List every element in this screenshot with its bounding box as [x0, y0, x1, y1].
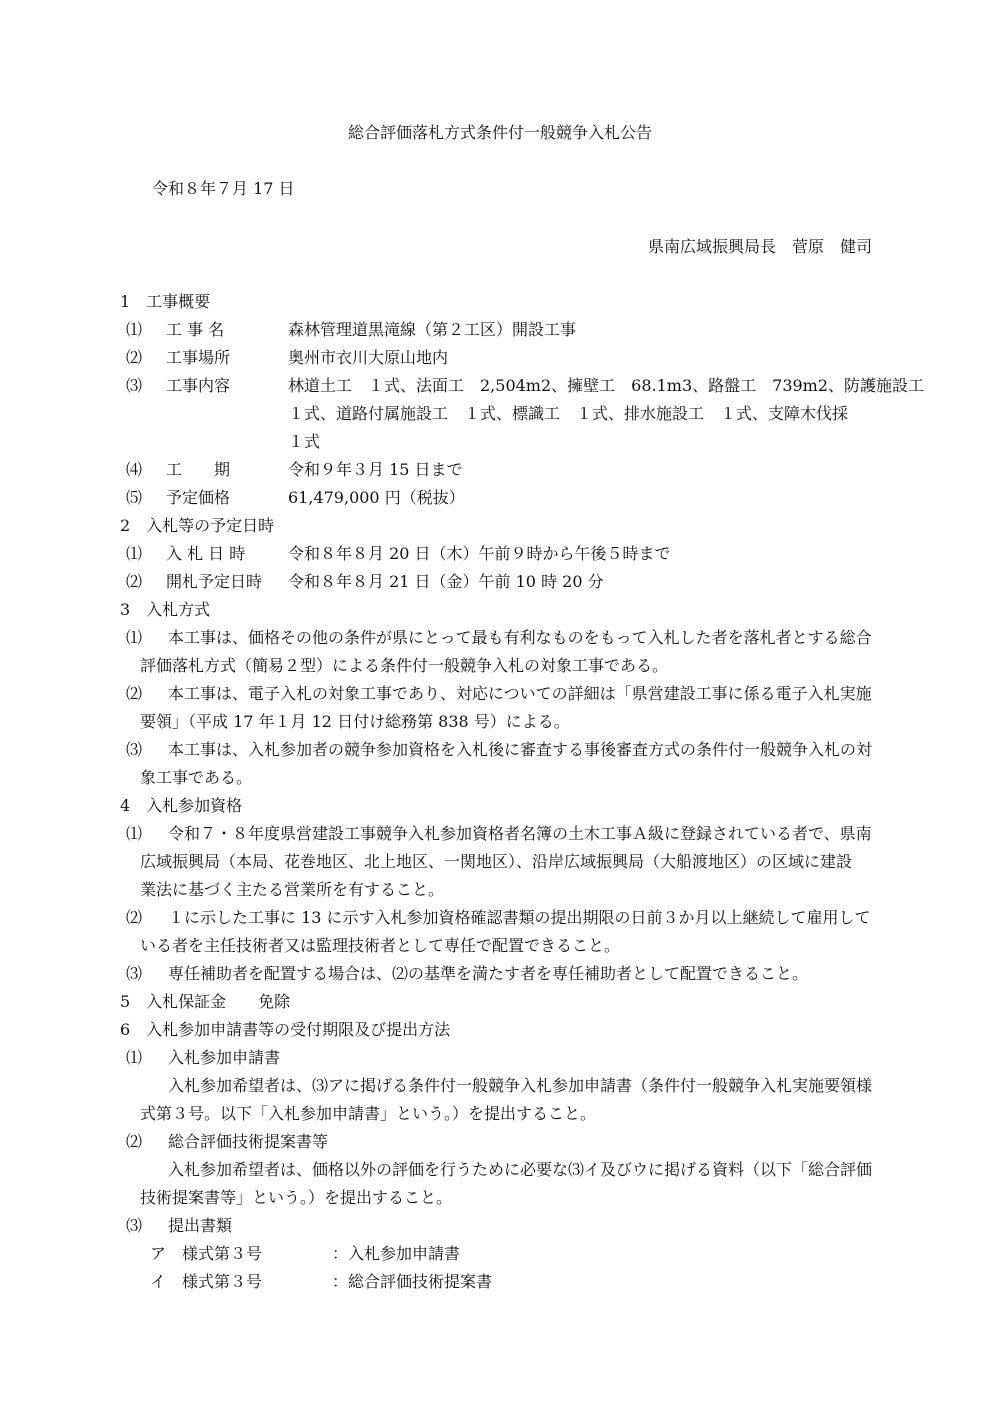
notice-date: 令和８年７月 17 日 — [152, 179, 295, 198]
item-number: ⑴ — [126, 1048, 143, 1067]
subsection-label: 提出書類 — [168, 1216, 233, 1235]
item-number: ⑵ — [126, 348, 143, 367]
item-value-continued: １式 — [288, 432, 321, 451]
section-6-heading: 6 入札参加申請書等の受付期限及び提出方法 — [120, 1020, 451, 1039]
item-value: 奥州市衣川大原山地内 — [288, 348, 449, 367]
paragraph-line: １に示した工事に 13 に示す入札参加資格確認書類の提出期限の日前３か月以上継続して雇用して — [168, 908, 871, 927]
item-label: 開札予定日時 — [166, 572, 263, 591]
subsection-label: 入札参加申請書 — [168, 1048, 281, 1067]
document-title: 総合評価落札方式条件付一般競争入札公告 — [347, 123, 652, 142]
subsection-label: 総合評価技術提案書等 — [168, 1132, 329, 1151]
paragraph-line: 本工事は、価格その他の条件が県にとって最も有利なものをもって入札した者を落札者とする総合 — [168, 628, 872, 647]
item-number: ⑷ — [126, 460, 143, 479]
item-number: ⑶ — [126, 964, 143, 983]
item-label: 入 札 日 時 — [166, 544, 246, 563]
paragraph-line: 要領」（平成 17 年１月 12 日付け総務第 838 号）による。 — [140, 712, 570, 731]
item-label: 予定価格 — [166, 488, 231, 507]
item-value: 61,479,000 円（税抜） — [288, 488, 465, 507]
paragraph-line: 業法に基づく主たる営業所を有すること。 — [140, 880, 445, 899]
section-1-heading: 1 工事概要 — [120, 292, 211, 311]
item-number: ⑵ — [126, 908, 143, 927]
item-number: ⑴ — [126, 320, 143, 339]
document-title-entry: ：総合評価技術提案書 — [332, 1272, 493, 1291]
paragraph-line: 令和７・８年度県営建設工事競争入札参加資格者名簿の土木工事Ａ級に登録されている者で、県南 — [168, 824, 872, 843]
item-label: 工事場所 — [166, 348, 231, 367]
item-number: ⑵ — [126, 1132, 143, 1151]
section-5-heading: 5 入札保証金 免除 — [120, 992, 291, 1011]
document-form-name: ア 様式第３号 — [150, 1244, 263, 1263]
paragraph-line: 入札参加希望者は、価格以外の評価を行うために必要な⑶イ及びウに掲げる資料（以下「総合評価 — [168, 1160, 873, 1179]
item-number: ⑴ — [126, 824, 143, 843]
paragraph-line: 入札参加希望者は、⑶アに掲げる条件付一般競争入札参加申請書（条件付一般競争入札実施要領様 — [168, 1076, 873, 1095]
document-title-entry: ：入札参加申請書 — [332, 1244, 461, 1263]
paragraph-line: 評価落札方式（簡易２型）による条件付一般競争入札の対象工事である。 — [140, 656, 669, 675]
paragraph-line: 広域振興局（本局、花巻地区、北上地区、一関地区）、沿岸広域振興局（大船渡地区）の区域に建設 — [140, 852, 853, 871]
item-number: ⑵ — [126, 684, 143, 703]
section-4-heading: 4 入札参加資格 — [120, 796, 243, 815]
paragraph-line: 技術提案書等」という。）を提出すること。 — [140, 1188, 453, 1207]
item-value: 森林管理道黒滝線（第２工区）開設工事 — [288, 320, 577, 339]
item-value: 令和８年８月 21 日（金）午前 10 時 20 分 — [288, 572, 604, 591]
section-3-heading: 3 入札方式 — [120, 600, 211, 619]
item-number: ⑶ — [126, 1216, 143, 1235]
issuer-name: 県南広域振興局長 菅原 健司 — [647, 237, 872, 256]
item-number: ⑸ — [126, 488, 143, 507]
item-number: ⑵ — [126, 572, 143, 591]
item-label: 工 事 名 — [166, 320, 225, 339]
paragraph-line: 式第３号。以下「入札参加申請書」という。）を提出すること。 — [140, 1104, 597, 1123]
item-value-continued: １式、道路付属施設工 １式、標識工 １式、排水施設工 １式、支障木伐採 — [288, 404, 849, 423]
item-label: 工事内容 — [166, 376, 231, 395]
section-2-heading: 2 入札等の予定日時 — [120, 516, 275, 535]
item-label: 工 期 — [166, 460, 231, 479]
paragraph-line: 本工事は、入札参加者の競争参加資格を入札後に審査する事後審査方式の条件付一般競争入札の対 — [168, 740, 873, 759]
paragraph-line: いる者を主任技術者又は監理技術者として専任で配置できること。 — [140, 936, 621, 955]
document-form-name: イ 様式第３号 — [150, 1272, 263, 1291]
item-value: 林道土工 １式、法面工 2,504m2、擁壁工 68.1m3、路盤工 739m2、防護施設工 — [288, 376, 925, 395]
item-number: ⑴ — [126, 544, 143, 563]
paragraph-line: 本工事は、電子入札の対象工事であり、対応についての詳細は「県営建設工事に係る電子入札実施 — [168, 684, 872, 703]
item-value: 令和９年３月 15 日まで — [288, 460, 463, 479]
item-number: ⑶ — [126, 376, 143, 395]
paragraph-line: 専任補助者を配置する場合は、⑵の基準を満たす者を専任補助者として配置できること。 — [168, 964, 809, 983]
paragraph-line: 象工事である。 — [140, 768, 253, 787]
item-number: ⑶ — [126, 740, 143, 759]
item-value: 令和８年８月 20 日（木）午前９時から午後５時まで — [288, 544, 671, 563]
item-number: ⑴ — [126, 628, 143, 647]
